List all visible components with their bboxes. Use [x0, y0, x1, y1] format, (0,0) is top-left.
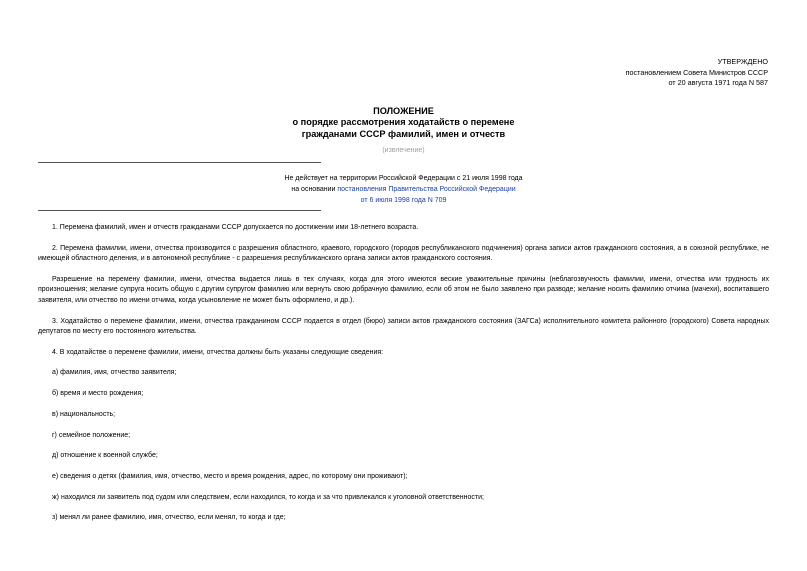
title-line-2: о порядке рассмотрения ходатайств о перемене: [292, 117, 515, 128]
excerpt-note: (извлечение): [382, 147, 425, 154]
decree-link[interactable]: постановления Правительства Российской Федерации: [337, 186, 516, 193]
list-item-z: з) менял ли ранее фамилию, имя, отчество, если менял, то когда и где;: [52, 514, 286, 522]
approval-stamp: [626, 57, 768, 89]
approved-label: УТВЕРЖДЕНО: [717, 57, 768, 66]
list-item-g: г) семейное положение;: [52, 431, 131, 439]
paragraph-2: 2. Перемена фамилии, имени, отчества производится с разрешения областного, краевого, городского (городов республиканского подчинения) органа записи актов гражданского состояния, а в союзной республике, не имеющей областного деления, и в автономной республике - с разрешения республиканского органа записи актов гражданского состояния.: [38, 244, 769, 263]
list-item-v: в) национальность;: [52, 410, 116, 418]
document-body: [38, 223, 769, 524]
approved-by: постановлением Совета Министров СССР: [625, 67, 768, 77]
title-line-3: гражданами СССР фамилий, имен и отчеств: [301, 128, 506, 139]
notice-line-2: [0, 184, 807, 195]
paragraph-3: 3. Ходатайство о перемене фамилии, имени, отчества гражданином СССР подается в отдел (бюро) записи актов гражданского состояния (ЗАГСа) исполнительного комитета районного (городского) Совета народных депутатов по месту его постоянного жительства.: [38, 317, 769, 336]
approved-date: от 20 августа 1971 года N 587: [668, 78, 768, 88]
divider-bottom: [38, 210, 321, 211]
paragraph-1: 1. Перемена фамилий, имен и отчеств гражданами СССР допускается по достижении ими 18-летнего возраста.: [52, 224, 419, 231]
notice-line-1: Не действует на территории Российской Федерации с 21 июля 1998 года: [284, 175, 523, 182]
document-title: [0, 106, 807, 140]
divider-top: [38, 162, 321, 163]
list-item-d: д) отношение к военной службе;: [52, 452, 158, 460]
validity-notice: [0, 173, 807, 206]
list-item-e: е) сведения о детях (фамилия, имя, отчество, место и время рождения, адрес, по которому они проживают);: [52, 472, 408, 480]
list-item-b: б) время и место рождения;: [52, 390, 144, 398]
list-item-zh: ж) находился ли заявитель под судом или следствием, если находился, то когда и за что привлекался к уголовной ответственности;: [52, 493, 484, 501]
decree-date-link[interactable]: от 6 июля 1998 года N 709: [360, 197, 447, 204]
notice-prefix: на основании: [291, 186, 338, 193]
paragraph-4: 4. В ходатайстве о перемене фамилии, имени, отчества должны быть указаны следующие сведения:: [52, 348, 384, 356]
paragraph-2-reasons: Разрешение на перемену фамилии, имени, отчества выдается лишь в тех случаях, когда для этого имеются веские уважительные причины (неблагозвучность фамилии, имени, отчества или трудность их произношения; желание супруга носить общую с другим супругом фамилию или вернуть свою добрачную фамилию, если об этом не было заявлено при разводе; желание носить фамилию отчима (мачехи), воспитавшего заявителя, или отчество по имени отчима, когда усыновление не может быть оформлено, и др.).: [38, 275, 769, 304]
title-line-1: ПОЛОЖЕНИЕ: [373, 106, 434, 116]
list-item-a: а) фамилия, имя, отчество заявителя;: [52, 369, 177, 377]
